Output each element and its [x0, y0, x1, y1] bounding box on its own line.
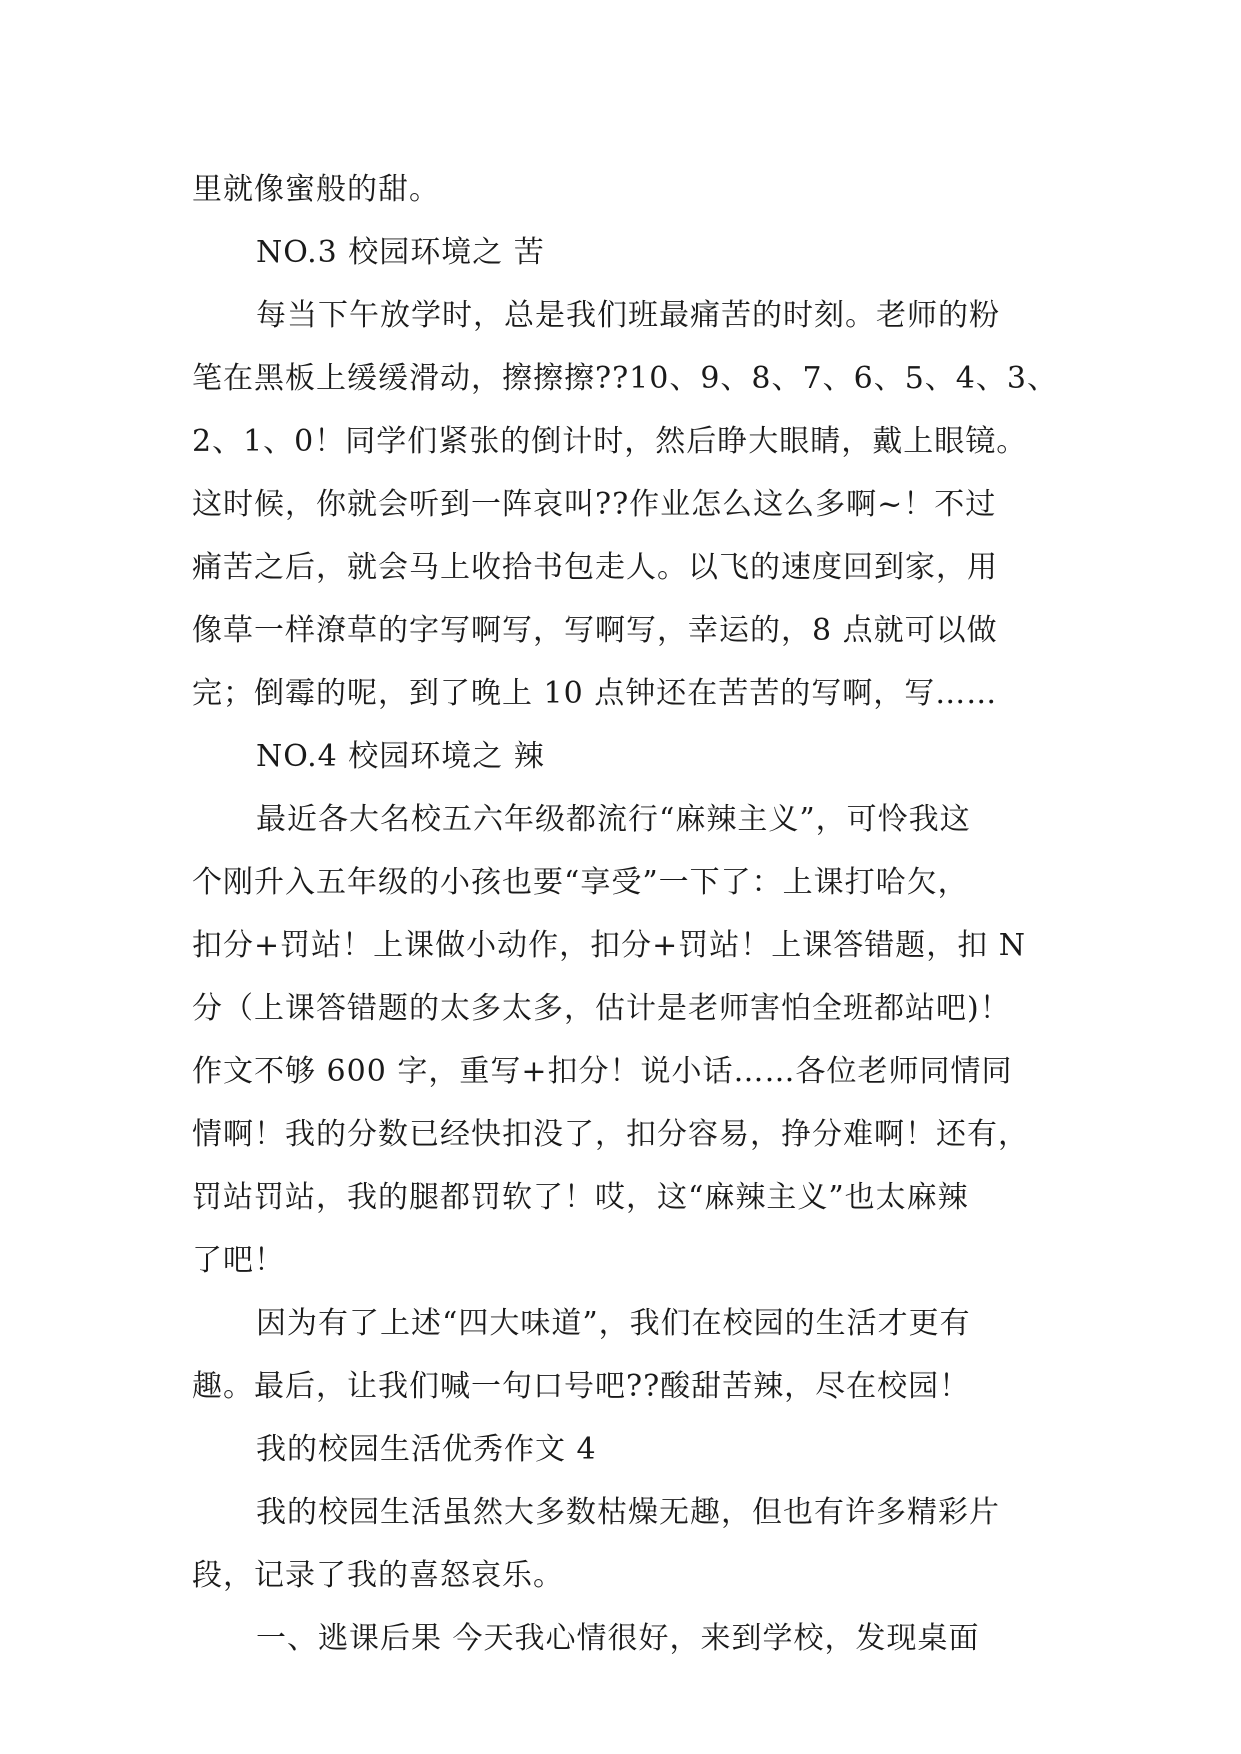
text-line: 段，记录了我的喜怒哀乐。	[192, 1558, 564, 1593]
section-heading: NO.4 校园环境之 辣	[256, 739, 545, 774]
document-body	[192, 158, 1058, 1670]
section-heading: NO.3 校园环境之 苦	[256, 235, 545, 270]
text-line: 个刚升入五年级的小孩也要“享受”一下了：上课打哈欠，	[192, 865, 969, 900]
text-line: 作文不够 600 字，重写+扣分！说小话……各位老师同情同	[192, 1054, 1013, 1089]
text-line: 2、1、0！同学们紧张的倒计时，然后睁大眼睛，戴上眼镜。	[192, 424, 1028, 459]
text-line: 里就像蜜般的甜。	[192, 172, 440, 207]
text-line: 痛苦之后，就会马上收拾书包走人。以飞的速度回到家，用	[192, 550, 998, 585]
text-line: 因为有了上述“四大味道”，我们在校园的生活才更有	[256, 1306, 971, 1341]
text-line: 每当下午放学时，总是我们班最痛苦的时刻。老师的粉	[256, 298, 1000, 333]
text-line: 趣。最后，让我们喊一句口号吧??酸甜苦辣，尽在校园！	[192, 1369, 971, 1404]
text-line: 笔在黑板上缓缓滑动，擦擦擦??10、9、8、7、6、5、4、3、	[192, 361, 1058, 396]
text-line: 完；倒霉的呢，到了晚上 10 点钟还在苦苦的写啊，写……	[192, 676, 998, 711]
text-line: 像草一样潦草的字写啊写，写啊写，幸运的，8 点就可以做	[192, 613, 998, 648]
text-line: 了吧！	[192, 1243, 285, 1278]
text-line: 这时候，你就会听到一阵哀叫??作业怎么这么多啊~！不过	[192, 487, 997, 522]
essay-title: 我的校园生活优秀作文 4	[256, 1432, 597, 1467]
text-line: 我的校园生活虽然大多数枯燥无趣，但也有许多精彩片	[256, 1495, 1000, 1530]
text-line: 情啊！我的分数已经快扣没了，扣分容易，挣分难啊！还有，	[192, 1117, 1029, 1152]
text-line: 扣分+罚站！上课做小动作，扣分+罚站！上课答错题，扣 N	[192, 928, 1027, 963]
text-line: 罚站罚站，我的腿都罚软了！哎，这“麻辣主义”也太麻辣	[192, 1180, 969, 1215]
text-line: 一、逃课后果 今天我心情很好，来到学校，发现桌面	[256, 1621, 980, 1656]
text-line: 分（上课答错题的太多太多，估计是老师害怕全班都站吧)！	[192, 991, 1011, 1026]
text-line: 最近各大名校五六年级都流行“麻辣主义”，可怜我这	[256, 802, 971, 837]
